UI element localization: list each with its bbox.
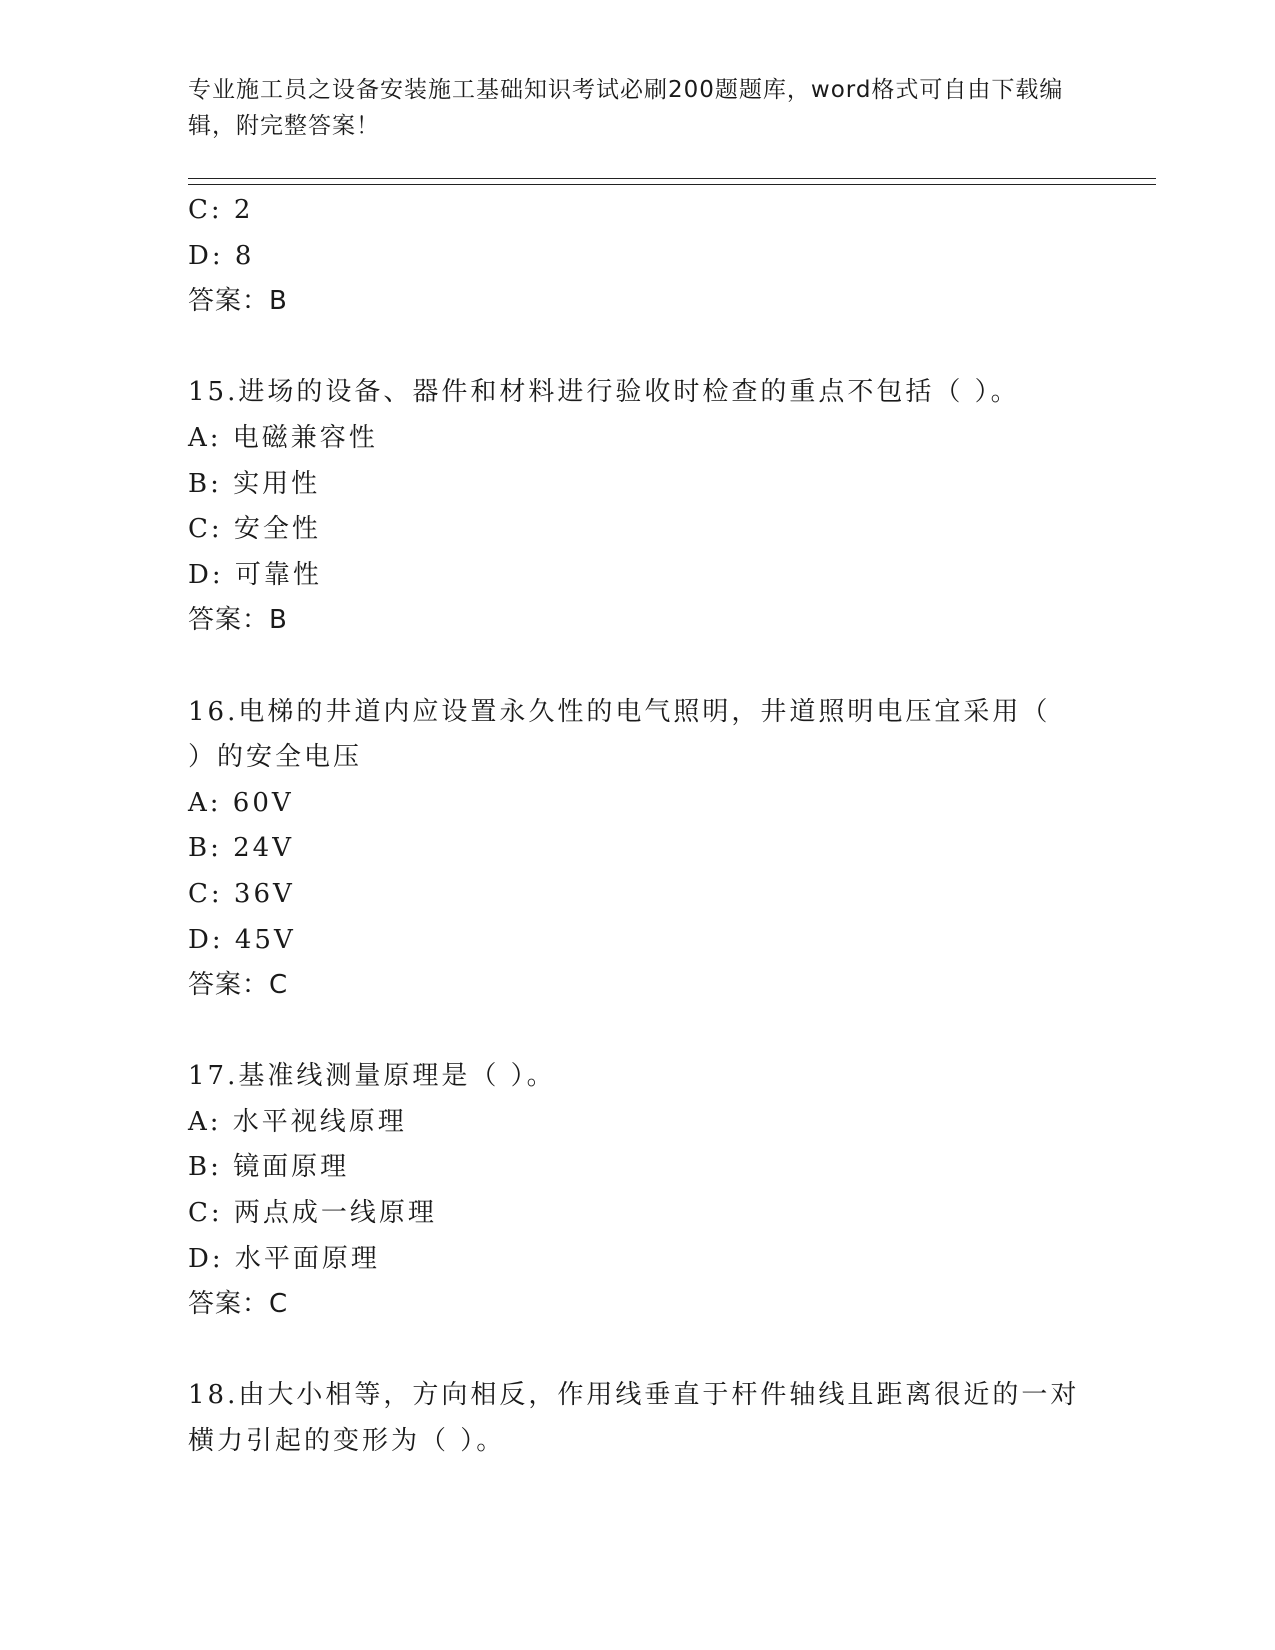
option-c: C: 36V <box>188 878 295 909</box>
option-b: B: 镜面原理 <box>188 1152 350 1183</box>
question-text-line-1: 18.由大小相等，方向相反，作用线垂直于杆件轴线且距离很近的一对 <box>188 1380 1080 1411</box>
option-d: D: 8 <box>188 240 255 271</box>
option-d: D: 水平面原理 <box>188 1243 380 1274</box>
answer: 答案：B <box>188 605 288 636</box>
option-b: B: 24V <box>188 833 294 864</box>
option-c: C: 2 <box>188 195 254 225</box>
document-header: 专业施工员之设备安装施工基础知识考试必刷200题题库，word格式可自由下载编辑，附完整答案！ <box>188 77 1064 139</box>
spacer <box>188 1328 1088 1374</box>
question-18 <box>188 1373 1088 1464</box>
option-a: A: 水平视线原理 <box>188 1106 407 1137</box>
question-text: 15.进场的设备、器件和材料进行验收时检查的重点不包括（ ）。 <box>188 377 1020 408</box>
question-15 <box>188 370 1088 644</box>
option-a: A: 电磁兼容性 <box>188 422 378 453</box>
question-17 <box>188 1054 1088 1328</box>
question-text-line-2: ）的安全电压 <box>188 742 363 773</box>
option-c: C: 两点成一线原理 <box>188 1198 437 1229</box>
question-text-line-2: 横力引起的变形为（ ）。 <box>188 1426 506 1457</box>
spacer <box>188 325 1088 371</box>
option-d: D: 45V <box>188 924 296 955</box>
header-rule-bottom <box>188 184 1156 185</box>
header-rule-top <box>188 178 1156 179</box>
option-a: A: 60V <box>188 787 294 818</box>
answer: 答案：B <box>188 286 288 317</box>
question-text: 17.基准线测量原理是（ ）。 <box>188 1061 556 1092</box>
option-d: D: 可靠性 <box>188 559 322 590</box>
question-16 <box>188 690 1088 1009</box>
option-c: C: 安全性 <box>188 514 321 545</box>
answer: 答案：C <box>188 1289 289 1320</box>
question-list <box>188 188 1088 1465</box>
option-b: B: 实用性 <box>188 468 321 499</box>
answer: 答案：C <box>188 970 289 1001</box>
question-14-tail <box>188 188 1088 325</box>
question-text-line-1: 16.电梯的井道内应设置永久性的电气照明，井道照明电压宜采用（ <box>188 696 1051 727</box>
spacer <box>188 644 1088 690</box>
spacer <box>188 1009 1088 1055</box>
